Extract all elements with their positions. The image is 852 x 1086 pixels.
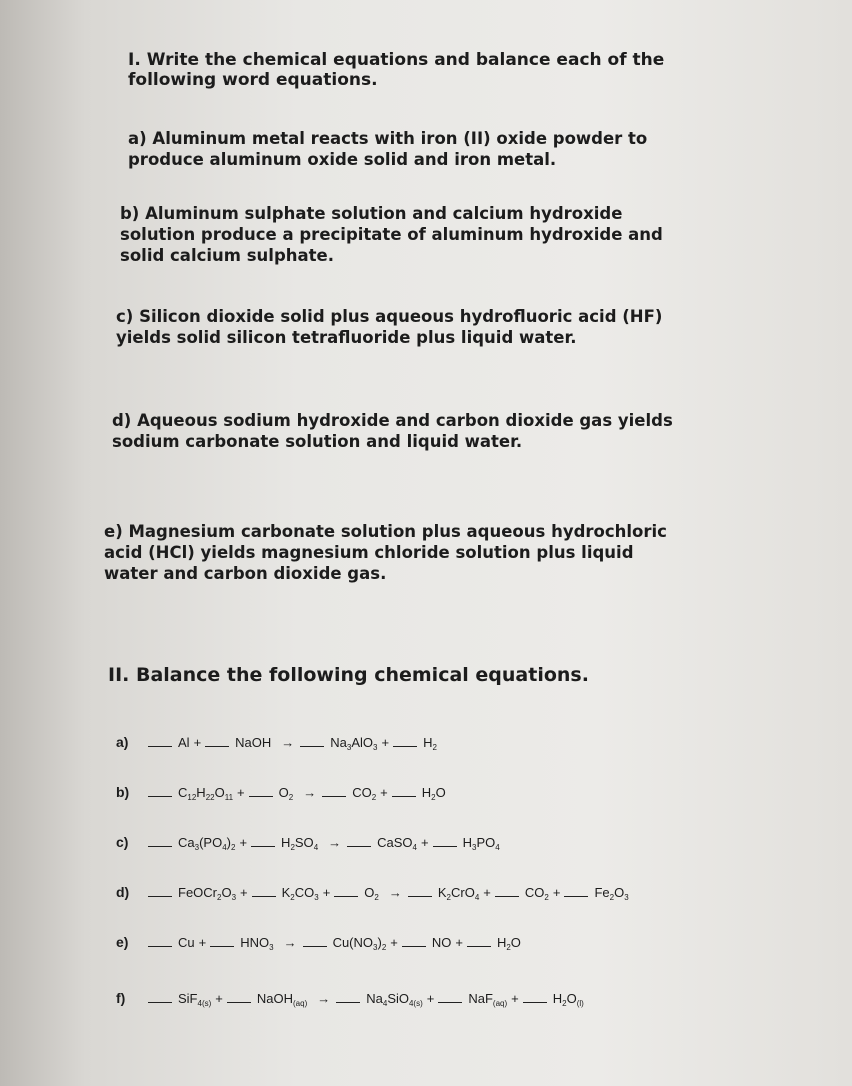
question-e: e) Magnesium carbonate solution plus aqueous hydrochloric acid (HCl) yields magnesium chloride solution plus liquid water and carbon dioxide gas. xyxy=(104,522,667,583)
blank[interactable] xyxy=(523,990,547,1003)
question-b: b) Aluminum sulphate solution and calcium hydroxide solution produce a precipitate of aluminum hydroxide and solid calcium sulphate. xyxy=(120,204,663,265)
blank[interactable] xyxy=(408,884,432,897)
question-d: d) Aqueous sodium hydroxide and carbon dioxide gas yields sodium carbonate solution and liquid water. xyxy=(112,411,673,451)
blank[interactable] xyxy=(334,884,358,897)
blank[interactable] xyxy=(393,734,417,747)
blank[interactable] xyxy=(564,884,588,897)
blank[interactable] xyxy=(210,934,234,947)
blank[interactable] xyxy=(300,734,324,747)
question-c: c) Silicon dioxide solid plus aqueous hydrofluoric acid (HF) yields solid silicon tetrafluoride plus liquid water. xyxy=(116,307,663,347)
blank[interactable] xyxy=(148,990,172,1003)
section1-heading-line2: following word equations. xyxy=(128,70,378,90)
blank[interactable] xyxy=(402,934,426,947)
equation-d: d) $FeOCr_2O_3$ + $K_2CO_3$ + $O_2$ → $K_2CrO_4$ + $CO_2$ + $Fe_2O_3$ xyxy=(116,884,629,902)
equation-e: e) Cu + $HNO_3$ → $Cu(NO_3)_2$ + NO + $H_2O$ xyxy=(116,934,521,952)
blank[interactable] xyxy=(347,834,371,847)
equation-a: a) Al + NaOH → $Na_3AlO_3$ + $H_2$ xyxy=(116,734,437,752)
blank[interactable] xyxy=(495,884,519,897)
blank[interactable] xyxy=(249,784,273,797)
blank[interactable] xyxy=(148,734,172,747)
blank[interactable] xyxy=(303,934,327,947)
blank[interactable] xyxy=(227,990,251,1003)
question-a: a) Aluminum metal reacts with iron (II) oxide powder to produce aluminum oxide solid and iron metal. xyxy=(128,129,648,169)
blank[interactable] xyxy=(148,934,172,947)
blank[interactable] xyxy=(467,934,491,947)
blank[interactable] xyxy=(433,834,457,847)
section1-heading-line1: I. Write the chemical equations and balance each of the xyxy=(128,50,665,70)
section2-heading: II. Balance the following chemical equations. xyxy=(108,664,589,686)
blank[interactable] xyxy=(336,990,360,1003)
blank[interactable] xyxy=(148,834,172,847)
blank[interactable] xyxy=(438,990,462,1003)
blank[interactable] xyxy=(252,884,276,897)
equation-f: f) SiF$_{4(s)}$ + NaOH$_{(aq)}$ → $Na_4SiO_{4(s)}$ + NaF$_{(aq)}$ + $H_2O_{(l)}$ xyxy=(116,990,584,1008)
blank[interactable] xyxy=(148,884,172,897)
blank[interactable] xyxy=(205,734,229,747)
blank[interactable] xyxy=(322,784,346,797)
blank[interactable] xyxy=(148,784,172,797)
equation-c: c) $Ca_3(PO_4)_2$ + $H_2SO_4$ → CaSO$_4$ + $H_3PO_4$ xyxy=(116,834,500,852)
equation-b: b) $C_{12}H_{22}O_{11}$ + $O_2$ → $CO_2$ + $H_2O$ xyxy=(116,784,446,802)
blank[interactable] xyxy=(392,784,416,797)
blank[interactable] xyxy=(251,834,275,847)
